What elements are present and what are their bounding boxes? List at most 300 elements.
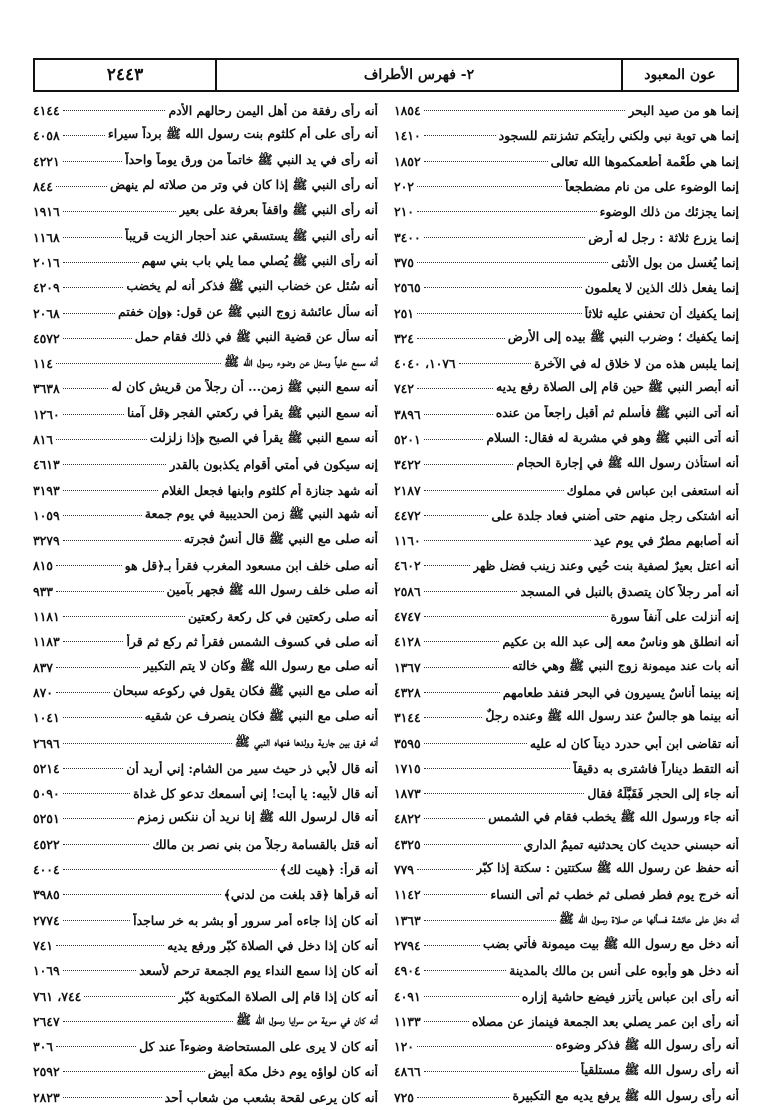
index-entry — [394, 933, 739, 958]
index-entry — [394, 149, 739, 174]
leader-dots — [56, 692, 110, 693]
leader-dots — [56, 186, 107, 187]
entry-number: ٧٤٤، ٧٦١ — [33, 988, 82, 1004]
index-entry — [33, 958, 378, 983]
index-entry — [394, 983, 739, 1008]
leader-dots — [424, 565, 470, 566]
leader-dots — [417, 313, 582, 314]
entry-number: ٤٧٤٧ — [394, 609, 421, 625]
index-entry — [33, 604, 378, 629]
leader-dots — [63, 287, 124, 288]
leader-dots — [63, 869, 277, 870]
entry-text: أنه كان يرعى لقحة بشعب من شعاب أحد — [164, 1089, 378, 1105]
index-entry — [33, 806, 378, 831]
leader-dots — [63, 970, 137, 971]
entry-number: ٤٨٢٢ — [394, 811, 421, 827]
entry-text: أنه رأى رسول الله ﷺ مستلقياً — [580, 1062, 739, 1078]
index-entry — [394, 1059, 739, 1084]
entry-text: أنه سأل عن قضية النبي ﷺ في ذلك فقام حمل — [134, 328, 378, 344]
leader-dots — [424, 641, 500, 642]
entry-number: ١٢٠ — [394, 1039, 414, 1055]
entry-text: أنه صلى خلف ابن مسعود المغرب فقرأ بـ﴿قل هو — [124, 558, 378, 574]
leader-dots — [417, 1046, 552, 1047]
index-entry — [394, 832, 739, 857]
index-entry — [33, 199, 378, 224]
entry-text: أنه فرق بين جارية وولدها فنهاه النبي ﷺ — [234, 733, 378, 749]
leader-dots — [63, 793, 131, 794]
entry-text: أنه كان في سرية من سرايا رسول الله ﷺ — [236, 1011, 378, 1027]
entry-number: ١١٨٣ — [33, 634, 60, 650]
leader-dots — [63, 515, 142, 516]
entry-text: أنه أبصر النبي ﷺ حين قام إلى الصلاة رفع يديه — [496, 379, 739, 395]
entry-text: أنه قرأ: ﴿هيت لك﴾ — [279, 862, 378, 878]
leader-dots — [424, 161, 548, 162]
entry-text: أنه قال لرسول الله ﷺ إنا نريد أن ننكس زمزم — [137, 809, 378, 825]
entry-text: أنه دخل مع رسول الله ﷺ بيت ميمونة فأُتي بضب — [482, 935, 739, 951]
entry-number: ٣٦٣٨ — [33, 381, 60, 397]
entry-text: أنه رأى النبي ﷺ يستسقي عند أحجار الزيت قريباً — [125, 227, 378, 243]
index-entry — [394, 300, 739, 325]
index-entry — [33, 655, 378, 680]
leader-dots — [63, 161, 123, 162]
index-entry — [394, 908, 739, 933]
leader-dots — [424, 768, 571, 769]
leader-dots — [424, 591, 518, 592]
entry-number: ٤٠٥٨ — [33, 128, 60, 144]
leader-dots — [63, 313, 115, 314]
entry-number: ٢٦٩٦ — [33, 735, 60, 751]
index-entry — [33, 781, 378, 806]
entry-text: أنه كان إذا قام إلى الصلاة المكتوبة كبّر — [178, 988, 378, 1004]
entry-number: ٢٠١٦ — [33, 254, 60, 270]
index-entry — [33, 756, 378, 781]
entry-number: ٣١٤٤ — [394, 710, 421, 726]
entry-number: ٨١٦ — [33, 432, 53, 447]
entry-number: ٢٥٨٦ — [394, 583, 421, 599]
entry-text: أنه أتى النبي ﷺ فأسلم ثم أقبل راجعاً من عنده — [495, 404, 739, 420]
index-entry — [394, 629, 739, 654]
leader-dots — [424, 490, 564, 491]
entry-text: أنه حفظ عن رسول الله ﷺ سكتتين : سكتة إذا كبّر — [476, 860, 739, 876]
index-entry — [394, 275, 739, 300]
index-entry — [394, 528, 739, 553]
index-entry — [394, 1034, 739, 1059]
leader-dots — [63, 414, 124, 415]
leader-dots — [63, 237, 122, 238]
entry-number: ١٨٧٣ — [394, 786, 421, 802]
index-entry — [394, 806, 739, 831]
leader-dots — [63, 135, 105, 136]
entry-number: ٢٧٩٤ — [394, 937, 421, 953]
entry-text: أنه بات عند ميمونة زوج النبي ﷺ وهي خالته — [512, 657, 739, 673]
leader-dots — [63, 743, 232, 744]
entry-number: ٤٥٢٢ — [33, 836, 60, 852]
leader-dots — [424, 135, 496, 136]
entry-number: ٤٣٢٥ — [394, 836, 421, 852]
entry-number: ١١٤٢ — [394, 887, 421, 903]
leader-dots — [63, 641, 124, 642]
index-entry — [394, 655, 739, 680]
leader-dots — [424, 894, 488, 895]
leader-dots — [424, 540, 591, 541]
entry-number: ٣٠٦ — [33, 1039, 53, 1055]
entry-text: أنه كان إذا جاءه أمر سرور أو بشر به خر ساجداً — [133, 912, 378, 928]
entry-number: ١١٤ — [33, 356, 53, 372]
leader-dots — [417, 211, 597, 212]
entry-number: ٣٥٩٥ — [394, 735, 421, 751]
leader-dots — [424, 237, 586, 238]
leader-dots — [56, 945, 164, 946]
entry-number: ١٨٥٢ — [394, 153, 421, 169]
index-entry — [394, 680, 739, 705]
entry-text: أنه رأى رفقة من أهل اليمن رحالهم الأدم — [168, 103, 378, 119]
index-entry — [33, 427, 378, 452]
entry-text: أنه أتى النبي ﷺ وهو في مشربة له فقال: السلام — [486, 430, 739, 445]
entry-number: ٢٦٤٧ — [33, 1013, 60, 1029]
index-entry — [33, 376, 378, 401]
index-entry — [394, 427, 739, 452]
entry-number: ١١٨١ — [33, 609, 60, 625]
index-entry — [394, 756, 739, 781]
index-columns — [33, 98, 739, 1110]
entry-text: إنما يزرع ثلاثة : رجل له أرض — [588, 229, 739, 245]
leader-dots — [424, 743, 527, 744]
entry-text: أنه انطلق هو وناسٌ معه إلى عبد الله بن عكيم — [502, 634, 739, 650]
index-entry — [33, 1059, 378, 1084]
entry-number: ١٢٦٠ — [33, 406, 60, 422]
entry-text: أنه خرج يوم فطر فصلى ثم خطب ثم أتى النساء — [490, 887, 739, 903]
leader-dots — [424, 970, 507, 971]
leader-dots — [63, 464, 167, 465]
index-entry — [394, 781, 739, 806]
leader-dots — [424, 1021, 469, 1022]
leader-dots — [424, 920, 556, 921]
leader-dots — [63, 540, 181, 541]
index-entry — [394, 98, 739, 123]
entry-number: ٢٧٧٤ — [33, 912, 60, 928]
page-header — [33, 58, 739, 92]
entry-text: أنه سُئل عن خضاب النبي ﷺ فذكر أنه لم يخضب — [126, 278, 378, 294]
entry-text: أنه دخل هو وأبوه على أنس بن مالك بالمدينة — [509, 963, 739, 979]
entry-number: ١٠٦٩ — [33, 963, 60, 979]
entry-text: إنما هي توبة نبي ولكني رأيتكم تشزنتم للسجود — [498, 128, 739, 144]
entry-number: ٨٧٠ — [33, 684, 53, 700]
index-entry — [33, 452, 378, 477]
leader-dots — [424, 793, 585, 794]
index-entry — [33, 250, 378, 275]
entry-text: أنه أمر رجلاً كان يتصدق بالنبل في المسجد — [520, 583, 739, 599]
entry-number: ٤٦٠٢ — [394, 558, 421, 574]
index-entry — [394, 376, 739, 401]
leader-dots — [424, 945, 480, 946]
index-entry — [33, 477, 378, 502]
leader-dots — [63, 211, 176, 212]
leader-dots — [417, 388, 493, 389]
entry-number: ٢٠٢ — [394, 179, 414, 195]
entry-number: ١٣٦٣ — [394, 912, 421, 928]
leader-dots — [424, 844, 521, 845]
index-entry — [33, 705, 378, 730]
leader-dots — [424, 818, 485, 819]
index-entry — [33, 326, 378, 351]
entry-text: أنه حبسني حديث كان يحدثنيه تميمٌ الداري — [523, 836, 739, 852]
entry-text: أنه دخل على عائشة فسألها عن صلاة رسول الله ﷺ — [558, 910, 739, 926]
entry-text: أنه رأى النبي ﷺ يُصلي مما يلي باب بني سهم — [141, 252, 378, 268]
entry-number: ١٧١٥ — [394, 760, 421, 776]
index-entry — [33, 908, 378, 933]
entry-text: أنه كان إذا دخل في الصلاة كبّر ورفع يديه — [167, 937, 378, 953]
index-entry — [394, 857, 739, 882]
leader-dots — [424, 996, 519, 997]
entry-text: أنه رأى رسول الله ﷺ فذكر وضوءه — [555, 1037, 739, 1053]
leader-dots — [63, 717, 142, 718]
entry-text: أنه رأى على أم كلثوم بنت رسول الله ﷺ برداً سيراء — [107, 126, 378, 142]
entry-text: أنه شهد النبي ﷺ زمن الحديبية في يوم جمعة — [144, 505, 378, 521]
leader-dots — [424, 667, 509, 668]
index-entry — [33, 174, 378, 199]
entry-number: ٣٧٥ — [394, 254, 414, 270]
leader-dots — [417, 338, 505, 339]
leader-dots — [63, 1071, 205, 1072]
entry-number: ٣٤٢٢ — [394, 457, 421, 473]
index-entry — [394, 326, 739, 351]
index-entry — [33, 1085, 378, 1110]
entry-number: ٢٥٦٥ — [394, 280, 421, 296]
entry-number: ٤١٢٨ — [394, 634, 421, 650]
entry-number: ٤٨٦٦ — [394, 1064, 421, 1080]
entry-text: أنه سمع النبي ﷺ يقرأ في ركعتي الفجر ﴿قل آمنا — [127, 404, 378, 420]
leader-dots — [56, 591, 164, 592]
entry-number: ٧٤١ — [33, 937, 53, 953]
leader-dots — [417, 1097, 509, 1098]
entry-number: ٥٢٥١ — [33, 811, 60, 827]
right-column — [386, 98, 739, 1110]
entry-number: ٥٠٩٠ — [33, 786, 60, 802]
book-title: عون المعبود — [621, 60, 737, 90]
leader-dots — [63, 818, 135, 819]
entry-number: ٧٢٥ — [394, 1089, 414, 1105]
index-entry — [33, 275, 378, 300]
index-entry — [33, 857, 378, 882]
entry-text: أنه جاء ورسول الله ﷺ يخطب فقام في الشمس — [488, 809, 739, 825]
index-entry — [33, 1034, 378, 1059]
index-entry — [33, 933, 378, 958]
entry-number: ١٠٥٩ — [33, 507, 60, 523]
entry-number: ٣٩٨٥ — [33, 887, 60, 903]
entry-number: ٤٥٧٢ — [33, 330, 60, 346]
leader-dots — [63, 338, 132, 339]
entry-text: إنما يلبس هذه من لا خلاق له في الآخرة — [534, 356, 739, 372]
entry-number: ٨٣٧ — [33, 659, 53, 675]
entry-text: إنه سيكون في أمتي أقوام يكذبون بالقدر — [169, 457, 378, 473]
entry-number: ٤٢٢١ — [33, 153, 60, 169]
entry-text: أنه قتل بالقسامة رجلاً من بني نصر بن مالك — [152, 836, 378, 852]
index-entry — [33, 983, 378, 1008]
entry-text: أنه قال لأبيه: يا أبت! إني أسمعك تدعو كل غداة — [133, 786, 378, 802]
index-entry — [33, 882, 378, 907]
index-entry — [33, 680, 378, 705]
index-entry — [394, 730, 739, 755]
entry-text: أنه استأذن رسول الله ﷺ في إجارة الحجام — [516, 455, 739, 471]
leader-dots — [63, 1021, 233, 1022]
leader-dots — [56, 439, 147, 440]
entry-text: إنما يفعل ذلك الذين لا يعلمون — [584, 280, 739, 296]
index-entry — [33, 1009, 378, 1034]
left-column — [33, 98, 386, 1110]
leader-dots — [63, 490, 159, 491]
index-entry — [394, 174, 739, 199]
index-entry — [394, 452, 739, 477]
entry-number: ٣٨٩٦ — [394, 406, 421, 422]
entry-number: ٣٤٠٠ — [394, 229, 421, 245]
entry-text: أنه جاء إلى الحجر فَقَبَّلَهُ فقال — [587, 786, 739, 802]
entry-text: أنه صلى مع النبي ﷺ فكان يقول في ركوعه سبحان — [113, 682, 378, 698]
entry-number: ٢٥١ — [394, 305, 414, 321]
entry-number: ٣١٩٣ — [33, 482, 60, 498]
entry-text: أنه صلى مع رسول الله ﷺ وكان لا يتم التكبير — [143, 657, 378, 673]
index-entry — [394, 705, 739, 730]
entry-number: ٤٦١٣ — [33, 457, 60, 473]
index-entry — [33, 730, 378, 755]
index-page — [33, 58, 739, 1110]
entry-number: ٤٣٢٨ — [394, 684, 421, 700]
leader-dots — [424, 110, 626, 111]
index-entry — [394, 402, 739, 427]
section-title: ٢- فهرس الأطراف — [215, 60, 621, 90]
page-number: ٢٤٤٣ — [106, 65, 144, 85]
entry-number: ٣٢٤ — [394, 330, 414, 346]
entry-text: أنه التقط ديناراً فاشترى به دقيقاً — [573, 760, 739, 776]
index-entry — [33, 402, 378, 427]
leader-dots — [56, 565, 122, 566]
index-entry — [33, 149, 378, 174]
entry-number: ٤٠٠٤ — [33, 862, 60, 878]
leader-dots — [424, 1071, 578, 1072]
entry-number: ٤١٤٤ — [33, 103, 60, 119]
entry-text: أنه بينما هو جالسٌ عند رسول الله ﷺ وعنده رجلٌ — [485, 708, 739, 724]
entry-text: إنما الوضوء على من نام مضطجعاً — [565, 179, 739, 195]
leader-dots — [63, 1097, 162, 1098]
leader-dots — [63, 768, 124, 769]
entry-text: إنما يكفيك أن تحفني عليه ثلاثاً — [584, 305, 739, 321]
entry-number: ٧٤٢ — [394, 381, 414, 397]
index-entry — [33, 579, 378, 604]
entry-text: أنه تقاضى ابن أبي حدرد ديناً كان له عليه — [529, 735, 739, 751]
leader-dots — [424, 515, 489, 516]
index-entry — [33, 629, 378, 654]
entry-number: ١١٣٣ — [394, 1013, 421, 1029]
entry-number: ٤٤٧٢ — [394, 507, 421, 523]
entry-text: أنه كان إذا سمع النداء يوم الجمعة ترحم لأسعد — [139, 963, 378, 979]
leader-dots — [424, 616, 608, 617]
index-entry — [394, 199, 739, 224]
leader-dots — [56, 667, 140, 668]
entry-number: ٢٠٦٨ — [33, 305, 60, 321]
leader-dots — [63, 920, 131, 921]
entry-number: ٢٨٢٣ — [33, 1089, 60, 1105]
entry-number: ١٤١٠ — [394, 128, 421, 144]
leader-dots — [63, 616, 185, 617]
leader-dots — [417, 186, 562, 187]
entry-number: ٧٧٩ — [394, 862, 414, 878]
entry-number: ١٠٧٦، ٤٠٤٠ — [394, 356, 456, 372]
index-entry — [33, 351, 378, 376]
entry-number: ٤٠٩١ — [394, 988, 421, 1004]
entry-text: أنه كان لواؤه يوم دخل مكة أبيض — [207, 1064, 378, 1080]
leader-dots — [63, 110, 166, 111]
entry-text: أنه رأى النبي ﷺ واقفاً بعرفة على بعير — [179, 202, 378, 218]
leader-dots — [63, 844, 150, 845]
entry-text: إنما هي طُعْمة أطعمكموها الله تعالى — [550, 153, 739, 169]
index-entry — [394, 604, 739, 629]
entry-text: أنه سمع النبي ﷺ يقرأ في الصبح ﴿إذا زلزلت — [149, 430, 378, 445]
entry-text: أنه صلى خلف رسول الله ﷺ فجهر بآمين — [166, 581, 378, 597]
entry-text: أنه سأل عائشة زوج النبي ﷺ عن قول: ﴿وإن خفتم — [117, 303, 378, 319]
entry-text: إنما يُغسل من بول الأنثى — [611, 254, 739, 270]
entry-text: أنه رأى رسول الله ﷺ يرفع يديه مع التكبيرة — [512, 1087, 739, 1103]
index-entry — [394, 882, 739, 907]
index-entry — [394, 553, 739, 578]
entry-number: ١١٦٨ — [33, 229, 60, 245]
entry-text: أنه شهد جنازة أم كلثوم وابنها فجعل الغلام — [161, 482, 378, 498]
index-entry — [394, 477, 739, 502]
index-entry — [394, 503, 739, 528]
index-entry — [394, 224, 739, 249]
entry-text: إنه أنزلت على آنفاً سورة — [610, 609, 739, 625]
entry-text: أنه رأى ابن عمر يصلي بعد الجمعة فينماز عن مصلاه — [471, 1013, 739, 1029]
entry-text: أنه اشتكى رجل منهم حتى أضني فعاد جلدة على — [491, 507, 739, 523]
entry-number: ٢١٨٧ — [394, 482, 421, 498]
index-entry — [33, 503, 378, 528]
entry-number: ٥٢١٤ — [33, 760, 60, 776]
leader-dots — [84, 996, 175, 997]
entry-text: أنه سمع علياً وسئل عن وضوء رسول الله ﷺ — [224, 354, 378, 370]
entry-text: أنه اعتل بعيرٌ لصفية بنت حُيي وعند زينب فضل ظهر — [473, 558, 739, 574]
index-entry — [33, 528, 378, 553]
index-entry — [394, 250, 739, 275]
entry-number: ٤٢٠٩ — [33, 280, 60, 296]
entry-text: أنه قال لأبي ذر حيث سير من الشام: إني أريد أن — [126, 760, 378, 776]
entry-text: أنه رأى في يد النبي ﷺ خاتماً من ورق يوماً واحداً — [125, 151, 378, 167]
leader-dots — [63, 262, 139, 263]
index-entry — [33, 832, 378, 857]
leader-dots — [56, 1046, 136, 1047]
leader-dots — [424, 464, 514, 465]
entry-text: أنه كان لا يرى على المستحاضة وضوءاً عند كل — [139, 1039, 378, 1055]
leader-dots — [424, 717, 483, 718]
leader-dots — [459, 363, 531, 364]
entry-text: أنه قرأها ﴿قد بلغت من لدني﴾ — [223, 887, 378, 903]
entry-text: أنه رأى ابن عباس يأتزر فيضع حاشية إزاره — [521, 988, 739, 1004]
entry-number: ٤٩٠٤ — [394, 963, 421, 979]
entry-text: أنه أصابهم مطرٌ في يوم عيد — [593, 533, 739, 549]
index-entry — [33, 300, 378, 325]
index-entry — [33, 98, 378, 123]
index-entry — [394, 351, 739, 376]
leader-dots — [417, 262, 608, 263]
entry-number: ٢١٠ — [394, 204, 414, 220]
entry-number: ١٨٥٤ — [394, 103, 421, 119]
index-entry — [33, 553, 378, 578]
entry-text: أنه سمع النبي ﷺ زمن... أن رجلاً من قريش كان له — [111, 379, 378, 395]
leader-dots — [424, 692, 500, 693]
entry-number: ١٠٤١ — [33, 710, 60, 726]
index-entry — [394, 123, 739, 148]
index-entry — [394, 1009, 739, 1034]
index-entry — [33, 123, 378, 148]
leader-dots — [63, 388, 109, 389]
entry-text: أنه صلى في كسوف الشمس فقرأ ثم ركع ثم قرأ — [126, 634, 378, 650]
